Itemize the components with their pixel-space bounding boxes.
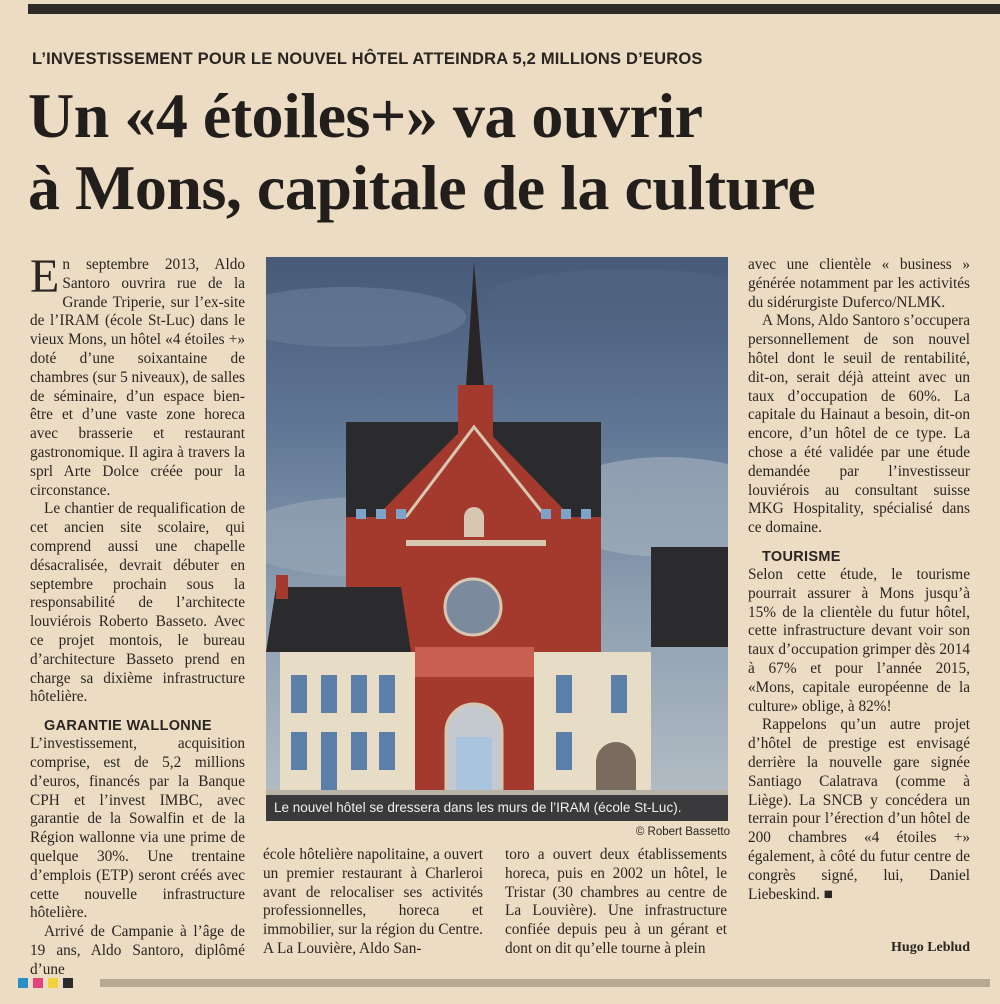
column-1 [30, 250, 245, 979]
paragraph: Rappelons qu’un autre projet d’hôtel de prestige est envisagé derrière la nouvelle gare signée Santiago Calatrava (comme à Liège). La SNCB y concédera un terrain pour l’érection d’un hôtel de 200 chambres «4 étoiles +» également, à côté du futur centre de congrès signé, lui, Daniel Liebeskind. ■ [748, 716, 970, 903]
photo-building [266, 257, 728, 820]
paragraph: L’investissement, acquisition comprise, est de 5,2 millions d’euros, financés par la Banque CPH et l’invest IMBC, avec garantie de la Sowalfin et de la Région wallonne via une prime de quelque 30%. Une trentaine d’emplois (ETP) seront créés avec cette nouvelle infrastructure hôtelière. [30, 735, 245, 922]
paragraph [30, 250, 245, 500]
headline-line-2: à Mons, capitale de la culture [28, 152, 816, 223]
photo-credit: © Robert Bassetto [635, 826, 730, 838]
paragraph: Selon cette étude, le tourisme pourrait assurer à Mons jusqu’à 15% de la clientèle du futur hôtel, cette infrastructure devant voir son taux d’occupation grimper dès 2014 à 67% et pour l’année 2015, «Mons, capitale européenne de la culture» oblige, à 82%! [748, 565, 970, 715]
paragraph: A Mons, Aldo Santoro s’occupera personnellement de son nouvel hôtel dont le seuil de rentabilité, dit-on, serait déjà atteint avec un taux d’occupation de 60%. La capitale du Hainaut a besoin, dit-on encore, d’un hôtel de ce type. La chose a été validée par une étude demandée par l’investisseur louviérois au consultant suisse MKG Hospitality, spécialisé dans ce domaine. [748, 312, 970, 537]
color-swatches [18, 978, 73, 988]
paragraph-text: n septembre 2013, Aldo Santoro ouvrira rue de la Grande Triperie, sur l’ex-site de l’IRAM (école St-Luc) dans le vieux Mons, un hôtel «4 étoiles +» doté d’une soixantaine de chambres (sur 5 niveaux), de salles de séminaire, d’un espace bien-être et d’une vaste zone horeca avec brasserie et restaurant gastronomique. Il agira à travers la sprl Arte Dolce créée pour la circonstance. [30, 256, 245, 499]
bottom-rule [100, 979, 990, 987]
swatch-magenta [33, 978, 43, 988]
top-rule [28, 4, 1000, 14]
column-4 [748, 256, 970, 904]
drop-cap: E [30, 250, 60, 303]
photo-caption: Le nouvel hôtel se dressera dans les murs de l’IRAM (école St-Luc). [266, 795, 728, 821]
headline [28, 80, 938, 224]
headline-line-1: Un «4 étoiles+» va ouvrir [28, 80, 703, 151]
swatch-black [63, 978, 73, 988]
kicker: L’INVESTISSEMENT POUR LE NOUVEL HÔTEL ATTEINDRA 5,2 MILLIONS D’EUROS [32, 50, 703, 68]
swatch-cyan [18, 978, 28, 988]
column-2 [263, 846, 483, 959]
building-illustration [266, 257, 728, 820]
byline: Hugo Leblud [891, 940, 970, 955]
swatch-yellow [48, 978, 58, 988]
subhead-garantie: GARANTIE WALLONNE [44, 718, 212, 735]
subhead-tourisme: TOURISME [762, 548, 841, 565]
column-3 [505, 846, 727, 959]
paragraph: école hôtelière napolitaine, a ouvert un premier restaurant à Charleroi avant de relocaliser ses activités professionnelles, horeca et immobilier, sur la région du Centre. A La Louvière, Aldo San- [263, 846, 483, 957]
paragraph: Arrivé de Campanie à l’âge de 19 ans, Aldo Santoro, diplômé d’une [30, 923, 245, 978]
paragraph: avec une clientèle « business » générée notamment par les activités du sidérurgiste Duferco/NLMK. [748, 256, 970, 311]
paragraph: Le chantier de requalification de cet ancien site scolaire, qui comprend aussi une chapelle désacralisée, devrait débuter en septembre prochain sous la responsabilité de l’architecte louviérois Roberto Basseto. Avec ce projet montois, le bureau d’architecture Basseto prend en charge sa dixième infrastructure hôtelière. [30, 500, 245, 706]
paragraph: toro a ouvert deux établissements horeca, puis en 2002 un hôtel, le Tristar (30 chambres au centre de La Louvière). Une infrastructure confiée depuis peu à un gérant et dont on dit qu’elle tourne à plein [505, 846, 727, 957]
